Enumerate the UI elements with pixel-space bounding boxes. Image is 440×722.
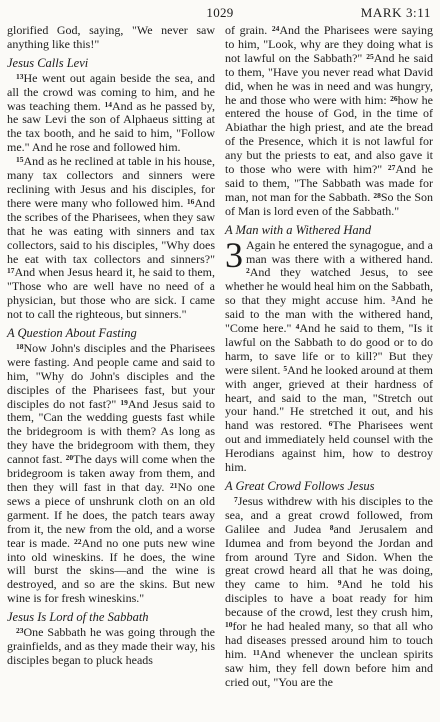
verse-number: 26 (390, 93, 398, 103)
verse-text: He went out again beside the sea, and all the crowd was coming to him, and he was teaching them. (7, 70, 215, 113)
verse-text: and Jerusalem and Idumea and from beyond the Jordan and from around Tyre and Sidon. When the great crowd heard all that he was doing, they came to him. (225, 521, 433, 592)
verse-number: 17 (7, 266, 15, 276)
verse-text: And he said to the man with the withered hand, "Come here." (225, 293, 433, 336)
verse-text: And when Jesus heard it, he said to them, "Those who are well have no need of a physician, but those who are sick. I came not to call the righteous, but sinners." (7, 265, 215, 322)
verse-number: 27 (387, 163, 396, 173)
verse-number: 2 (246, 266, 250, 276)
section-heading: Jesus Calls Levi (7, 55, 89, 70)
verse-run (225, 234, 433, 475)
verse-number: 13 (16, 71, 24, 81)
verse-text: And as he reclined at table in his house, many tax collectors and sinners were reclining with Jesus and his disciples, for there were many who followed him. (7, 154, 215, 210)
page-number: 1029 (206, 5, 234, 20)
verse-number: 16 (186, 196, 195, 206)
verse-number: 22 (74, 536, 82, 546)
verse-text: And the Pharisees were saying to him, "Look, why are they doing what is not lawful on the Sabbath?" (225, 23, 434, 65)
verse-number: 5 (283, 363, 288, 373)
verse-text: Again he entered the synagogue, and a man was there with a withered hand. (246, 237, 433, 266)
section-heading: A Question About Fasting (7, 326, 137, 341)
verse-number: 10 (225, 620, 233, 630)
verse-text: And he told his disciples to have a boat ready for him because of the crowd, lest they crush him, (225, 577, 433, 620)
verse-text: of grain. (225, 23, 272, 37)
paragraph (7, 72, 215, 155)
chapter-reference: MARK 3:11 (360, 5, 431, 20)
verse-text: how he entered the house of God, in the time of Abiathar the high priest, and ate the bread of the Presence, which it is not lawful for any but the priests to eat, and also gave it to those who were with him?" (225, 92, 433, 177)
verse-text: No one sews a piece of unshrunk cloth on an old garment. If he does, the patch tears away from it, the new from the old, and a worse tear is made. (7, 480, 215, 550)
verse-number: 8 (329, 522, 334, 532)
verse-text: Now John's disciples and the Pharisees were fasting. And people came and said to him, "Why do John's disciples and the disciples of the Pharisees fast, but your disciples do not fast?" (7, 340, 215, 411)
verse-number: 14 (104, 99, 112, 109)
paragraph (7, 342, 215, 606)
verse-text: And he said to them, "Have you never read what David did, when he was in need and was hungry, he and those who were with him: (225, 50, 433, 107)
verse-number: 21 (169, 481, 178, 490)
paragraph: glorified God, saying, "We never saw anything like this!" (7, 23, 215, 51)
verse-number: 4 (295, 322, 300, 332)
verse-text: And whenever the unclean spirits saw him, they fell down before him and cried out, "You are the (225, 646, 433, 689)
chapter-number: 3 (225, 234, 243, 275)
verse-text: The Pharisees went out and immediately held counsel with the Herodians against him, how to destroy him. (225, 418, 433, 475)
verse-number: 20 (65, 453, 74, 463)
verse-number: 15 (16, 155, 24, 165)
paragraph (225, 234, 433, 475)
verse-number: 3 (391, 294, 396, 304)
verse-number: 23 (16, 626, 24, 636)
verse-number: 9 (337, 578, 342, 588)
verse-text: for he had healed many, so that all who had diseases pressed around him to touch him. (225, 619, 433, 661)
verse-text: And he said to them, "The Sabbath was made for man, not man for the Sabbath. (225, 162, 433, 204)
section-heading: A Man with a Withered Hand (225, 222, 372, 237)
section-heading: Jesus Is Lord of the Sabbath (7, 610, 149, 625)
section-heading: A Great Crowd Follows Jesus (225, 479, 375, 493)
verse-text: And Jesus said to them, "Can the wedding guests fast while the bridegroom is with them? As long as they have the bridegroom with them, they cannot fast. (7, 396, 215, 467)
verse-text: One Sabbath he was going through the grainfields, and as they made their way, his disciples began to pluck heads (7, 625, 215, 667)
verse-number: 19 (120, 397, 128, 407)
verse-text: The days will come when the bridegroom is taken away from them, and then they will fast in that day. (7, 452, 216, 494)
paragraph (7, 155, 215, 322)
verse-number: 6 (328, 419, 333, 429)
verse-number: 24 (271, 24, 280, 33)
verse-number: 25 (366, 51, 374, 61)
verse-text: So the Son of Man is lord even of the Sabbath." (225, 189, 433, 218)
page-header (7, 4, 433, 24)
verse-text: And as he passed by, he saw Levi the son of Alphaeus sitting at the tax booth, and he said to him, "Follow me." And he rose and followed him. (7, 98, 216, 155)
verse-number: 11 (252, 647, 260, 657)
verse-text: And they watched Jesus, to see whether he would heal him on the Sabbath, so that they might accuse him. (225, 265, 433, 308)
paragraph (225, 24, 433, 219)
verse-text: And the scribes of the Pharisees, when they saw that he was eating with sinners and tax collectors, said to his disciples, "Why does he eat with tax collectors and sinners?" (7, 195, 215, 266)
verse-text: And he looked around at them with anger, grieved at their hardness of heart, and said to the man, "Stretch out your hand." He stretched it out, and his hand was restored. (225, 362, 433, 433)
paragraph (225, 495, 433, 690)
verse-number: 18 (16, 341, 24, 351)
verse-number: 7 (234, 494, 238, 504)
verse-text: And no one puts new wine into old wineskins. If he does, the wine will burst the skins—and the wine is destroyed, and so are the skins. But new wine is for fresh wineskins." (7, 535, 215, 606)
verse-number: 28 (373, 190, 381, 200)
left-column (7, 24, 215, 690)
right-column (225, 24, 433, 690)
verse-text: Jesus withdrew with his disciples to the sea, and a great crowd followed, from Galilee and Judea (225, 493, 433, 536)
paragraph (7, 626, 215, 668)
text-columns (7, 24, 433, 690)
verse-text: And he said to them, "Is it lawful on the Sabbath to do good or to do harm, to save life or to kill?" But they were silent. (225, 321, 433, 377)
